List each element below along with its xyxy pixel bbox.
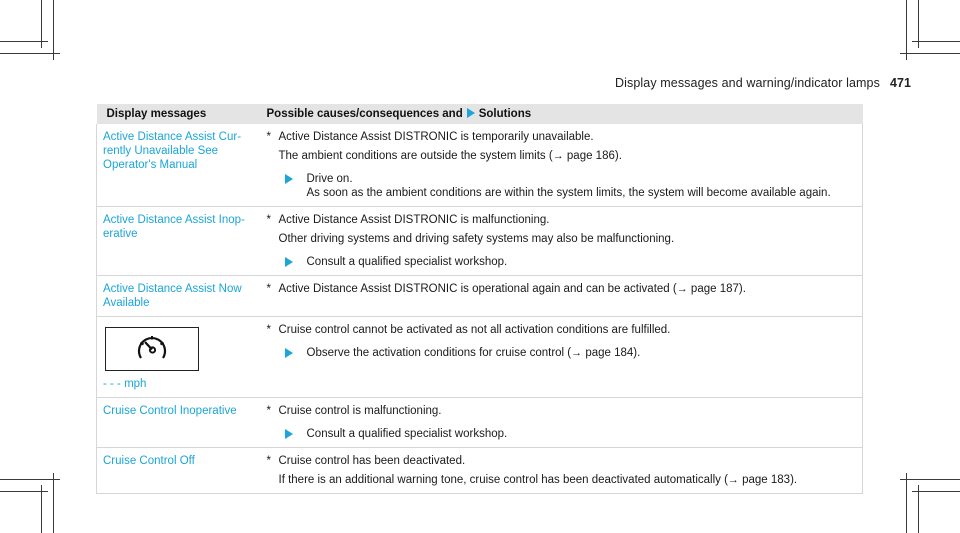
- crop-mark: [0, 491, 48, 492]
- solution-text: Consult a qualified specialist workshop.: [306, 256, 508, 268]
- solution: [265, 172, 857, 200]
- spacer: [265, 296, 857, 306]
- consequence-text: If there is an additional warning tone, cruise control has been deactivated automatically (: [278, 474, 728, 486]
- column-header-causes-text: Possible causes/consequences and: [266, 108, 463, 120]
- table-header-row: [97, 104, 863, 124]
- messages-table: [96, 104, 863, 494]
- cause-text: Active Distance Assist DISTRONIC is malfunctioning.: [278, 214, 550, 226]
- cause-text: Cruise control is malfunctioning.: [278, 405, 442, 417]
- reference-arrow-icon: →: [727, 474, 739, 486]
- solution-text: Consult a qualified specialist workshop.: [306, 428, 508, 440]
- solution: [265, 255, 857, 269]
- bullet-star: *: [266, 214, 271, 226]
- solution-triangle-icon: [285, 429, 293, 439]
- consequence: Other driving systems and driving safety systems may also be malfunctioning.: [278, 233, 675, 245]
- page-reference-link[interactable]: page 183: [742, 474, 791, 486]
- crop-mark: [0, 41, 48, 42]
- consequence: [265, 149, 857, 163]
- solution: [265, 346, 857, 360]
- solution-triangle-icon: [285, 174, 293, 184]
- display-message: Active Distance Assist Inop- erative: [97, 207, 259, 276]
- page-reference-link[interactable]: page 187: [690, 283, 739, 295]
- solution-triangle-icon: [467, 108, 475, 118]
- cause: [265, 130, 857, 144]
- solution-subtext: As soon as the ambient conditions are within the system limits, the system will become available again.: [306, 187, 831, 199]
- consequence-text: The ambient conditions are outside the system limits (: [278, 150, 553, 162]
- crop-mark: [41, 485, 42, 533]
- causes-cell: [259, 448, 863, 494]
- cause-text: Active Distance Assist DISTRONIC is operational again and can be activated (: [278, 283, 677, 295]
- bullet-star: *: [266, 405, 271, 417]
- crop-mark: [906, 473, 907, 533]
- page-reference-link[interactable]: page 186: [566, 150, 615, 162]
- display-message: Cruise Control Inoperative: [97, 398, 259, 448]
- solution-end: ).: [633, 347, 641, 359]
- column-header-solutions-text: Solutions: [478, 108, 532, 120]
- bullet-star: *: [266, 283, 271, 295]
- column-header-causes: [259, 104, 863, 124]
- display-message: Active Distance Assist Now Available: [97, 276, 259, 317]
- bullet-star: *: [266, 324, 271, 336]
- cause-text: Cruise control has been deactivated.: [278, 455, 466, 467]
- table-row: [97, 207, 863, 276]
- reference-arrow-icon: →: [676, 283, 688, 295]
- display-message: Cruise Control Off: [97, 448, 259, 494]
- column-header-messages: Display messages: [97, 104, 259, 124]
- crop-mark: [912, 491, 960, 492]
- page-reference-link[interactable]: page 184: [585, 347, 634, 359]
- crop-mark: [900, 479, 960, 480]
- crop-mark: [906, 0, 907, 60]
- reference-arrow-icon: →: [571, 347, 583, 359]
- causes-cell: [259, 317, 863, 398]
- table-row: [97, 124, 863, 207]
- crop-mark: [918, 485, 919, 533]
- speedometer-icon: [105, 327, 199, 371]
- page-number: 471: [889, 76, 912, 90]
- speed-readout: - - - mph: [103, 378, 147, 390]
- table-row: [97, 317, 863, 398]
- table-row: [97, 276, 863, 317]
- solution-text: Observe the activation conditions for cruise control (: [306, 347, 572, 359]
- table-row: [97, 398, 863, 448]
- crop-mark: [53, 0, 54, 60]
- display-message: Active Distance Assist Cur- rently Unavailable See Operator's Manual: [97, 124, 259, 207]
- cause: [265, 213, 857, 227]
- crop-mark: [900, 53, 960, 54]
- solution-text: Drive on.: [306, 173, 353, 185]
- bullet-star: *: [266, 131, 271, 143]
- cause-end: ).: [738, 283, 746, 295]
- display-message-icon-cell: [97, 317, 259, 398]
- consequence: [265, 473, 857, 487]
- reference-arrow-icon: →: [552, 150, 564, 162]
- consequence-end: ).: [790, 474, 798, 486]
- running-header: [615, 76, 911, 90]
- cause: [265, 323, 857, 337]
- cause-text: Cruise control cannot be activated as not all activation conditions are fulfilled.: [278, 324, 671, 336]
- speedometer-icon-svg: [134, 331, 170, 367]
- causes-cell: [259, 276, 863, 317]
- crop-mark: [912, 41, 960, 42]
- table-row: [97, 448, 863, 494]
- solution-triangle-icon: [285, 348, 293, 358]
- consequence-end: ).: [614, 150, 622, 162]
- solution-triangle-icon: [285, 257, 293, 267]
- causes-cell: [259, 124, 863, 207]
- header-title: Display messages and warning/indicator lamps: [615, 76, 880, 90]
- cause-text: Active Distance Assist DISTRONIC is temporarily unavailable.: [278, 131, 594, 143]
- crop-mark: [0, 479, 60, 480]
- solution: [265, 427, 857, 441]
- cause: [265, 454, 857, 468]
- crop-mark: [53, 473, 54, 533]
- cause: [265, 404, 857, 418]
- causes-cell: [259, 398, 863, 448]
- cause: [265, 282, 857, 296]
- bullet-star: *: [266, 455, 271, 467]
- crop-mark: [0, 53, 60, 54]
- causes-cell: [259, 207, 863, 276]
